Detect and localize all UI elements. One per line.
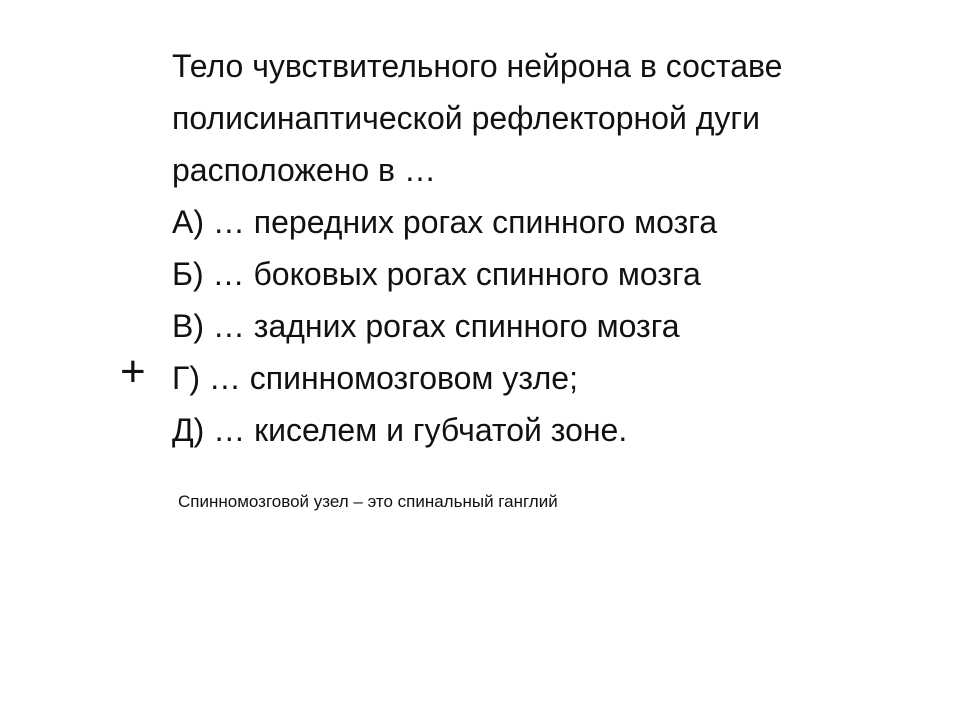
option-c: В) … задних рогах спинного мозга (172, 308, 680, 344)
option-e: Д) … киселем и губчатой зоне. (172, 412, 628, 448)
option-a: А) … передних рогах спинного мозга (172, 204, 718, 240)
question-line-3: расположено в … (172, 152, 436, 188)
explanation-note: Спинномозговой узел – это спинальный ганглий (178, 492, 558, 511)
option-d: Г) … спинномозговом узле; (172, 360, 578, 396)
question-line-1: Тело чувствительного нейрона в составе (172, 48, 783, 84)
question-line-2: полисинаптической рефлекторной дуги (172, 100, 760, 136)
option-b: Б) … боковых рогах спинного мозга (172, 256, 701, 292)
slide-content (172, 40, 932, 456)
correct-answer-marker: + (120, 347, 146, 396)
